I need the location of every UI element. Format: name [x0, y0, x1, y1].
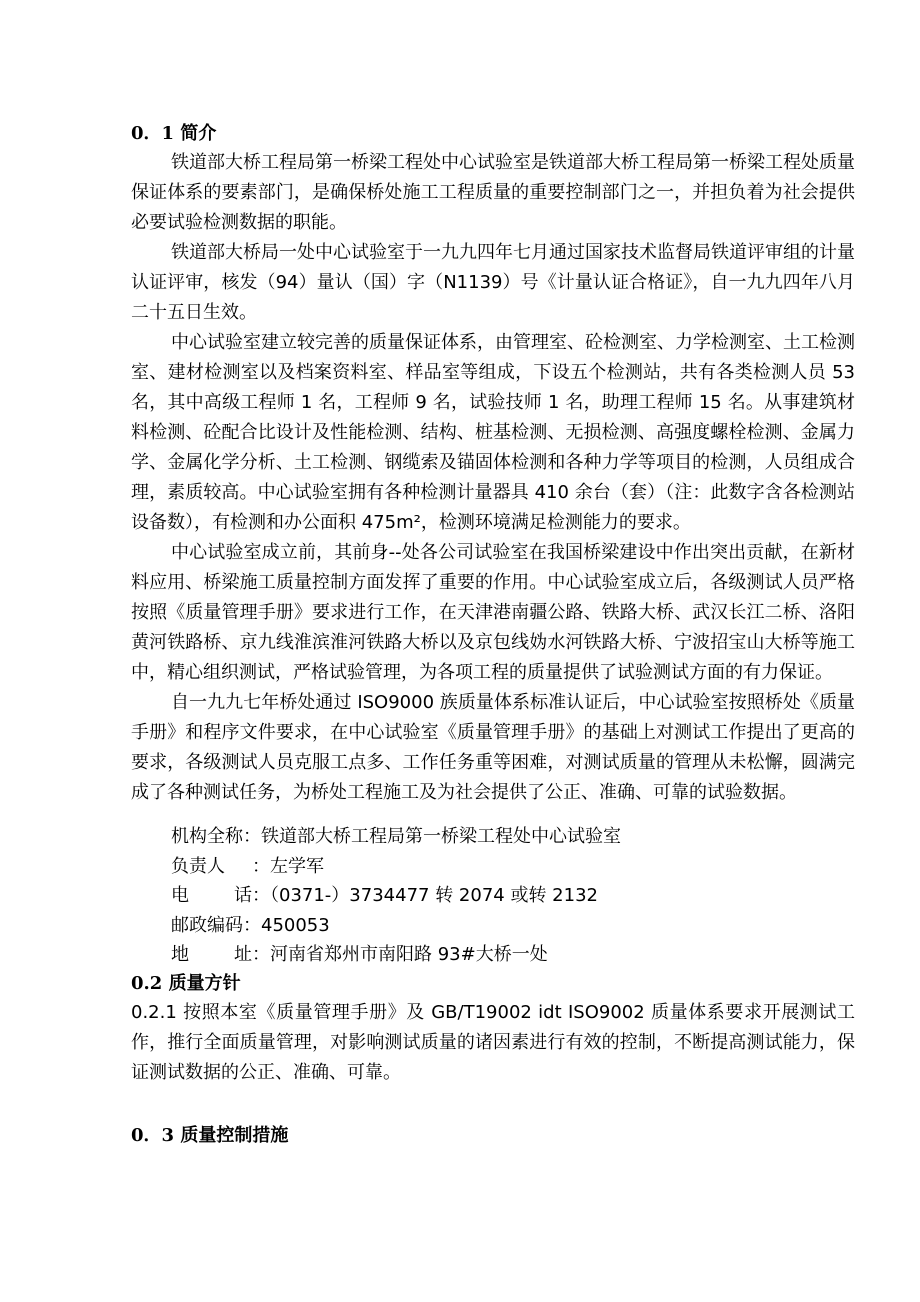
contact-label: 地址: [171, 944, 252, 966]
contact-value: 铁道部大桥工程局第一桥梁工程处中心试验室: [261, 826, 621, 847]
contact-separator: ：: [252, 944, 270, 966]
intro-paragraph-1: 铁道部大桥工程局第一桥梁工程处中心试验室是铁道部大桥工程局第一桥梁工程处质量保证体系的要素部门，是确保桥处施工工程质量的重要控制部门之一，并担负着为社会提供必要试验检测数据的职能。: [131, 152, 855, 233]
contact-info: [131, 822, 855, 970]
contact-value: 左学军: [270, 855, 324, 877]
section-heading-intro: 0．1 简介: [131, 123, 217, 144]
contact-value: 450053: [261, 914, 330, 936]
section-heading-control: 0．3 质量控制措施: [131, 1124, 289, 1146]
contact-row-postcode: [171, 911, 855, 941]
contact-label: 机构全称: [171, 826, 243, 847]
intro-paragraph-5: 自一九九七年桥处通过 ISO9000 族质量体系标准认证后，中心试验室按照桥处《质量手册》和程序文件要求，在中心试验室《质量管理手册》的基础上对测试工作提出了更高的要求，各级测试人员克服工点多、工作任务重等困难，对测试质量的管理从未松懈，圆满完成了各种测试任务，为桥处工程施工及为社会提供了公正、准确、可靠的试验数据。: [131, 692, 855, 803]
contact-row-person: [171, 852, 855, 882]
contact-label: 邮政编码: [171, 914, 243, 936]
document-page: [131, 120, 855, 1150]
contact-row-address: [171, 940, 855, 970]
contact-separator: ：: [243, 914, 261, 936]
contact-value: （0371-）3734477 转 2074 或转 2132: [270, 885, 598, 907]
contact-label: 负责人: [171, 855, 225, 877]
section-heading-policy: 0.2 质量方针: [131, 972, 241, 994]
policy-paragraph: 0.2.1 按照本室《质量管理手册》及 GB/T19002 idt ISO9002 质量体系要求开展测试工作，推行全面质量管理，对影响测试质量的诸因素进行有效的控制，不断提高测试能力，保证测试数据的公正、准确、可靠。: [131, 1001, 855, 1083]
contact-label: 电话: [171, 885, 252, 907]
contact-value: 河南省郑州市南阳路 93#大桥一处: [270, 944, 548, 966]
intro-paragraph-4: 中心试验室成立前，其前身--处各公司试验室在我国桥梁建设中作出突出贡献，在新材料应用、桥梁施工质量控制方面发挥了重要的作用。中心试验室成立后，各级测试人员严格按照《质量管理手册》要求进行工作，在天津港南疆公路、铁路大桥、武汉长江二桥、洛阳黄河铁路桥、京九线淮滨淮河铁路大桥以及京包线妫水河铁路大桥、宁波招宝山大桥等施工中，精心组织测试，严格试验管理，为各项工程的质量提供了试验测试方面的有力保证。: [131, 542, 855, 683]
contact-row-phone: [171, 881, 855, 911]
intro-paragraph-3: 中心试验室建立较完善的质量保证体系，由管理室、砼检测室、力学检测室、土工检测室、建材检测室以及档案资料室、样品室等组成，下设五个检测站，共有各类检测人员 53 名，其中高级工程师 1 名，工程师 9 名，试验技师 1 名，助理工程师 15 名。从事建筑材料检测、砼配合比设计及性能检测、结构、桩基检测、无损检测、高强度螺栓检测、金属力学、金属化学分析、土工检测、钢缆索及锚固体检测和各种力学等项目的检测，人员组成合理，素质较高。中心试验室拥有各种检测计量器具 410 余台（套）（注：此数字含各检测站设备数），有检测和办公面积 475m²，检测环境满足检测能力的要求。: [131, 332, 855, 533]
contact-separator: ：: [243, 826, 261, 847]
contact-separator: ：: [252, 855, 270, 877]
contact-separator: ：: [252, 885, 270, 907]
spacer: [131, 1088, 855, 1122]
contact-row-org-name: [171, 822, 855, 852]
intro-paragraph-2: 铁道部大桥局一处中心试验室于一九九四年七月通过国家技术监督局铁道评审组的计量认证评审，核发（94）量认（国）字（N1139）号《计量认证合格证》，自一九九四年八月二十五日生效。: [131, 242, 855, 323]
